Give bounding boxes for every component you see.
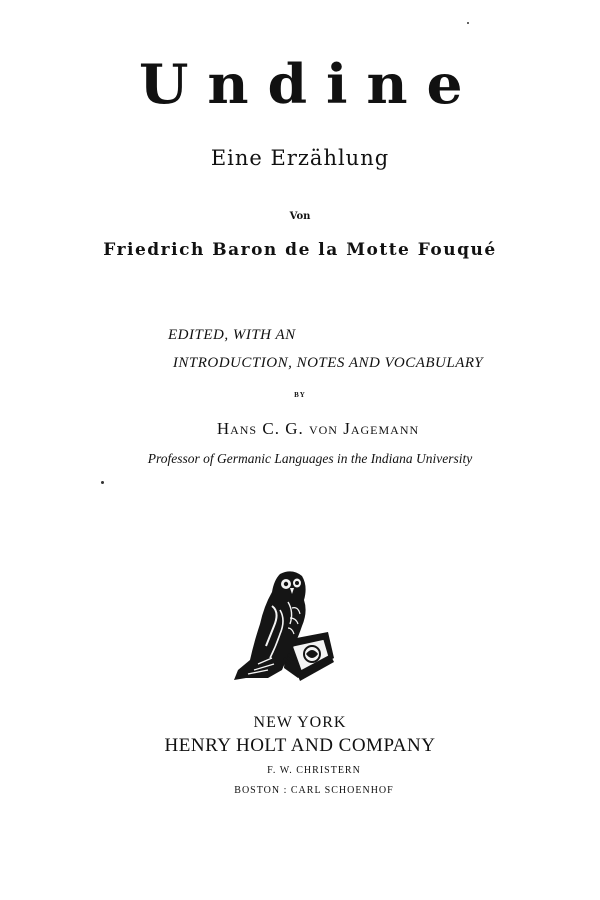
editor-name: Hans C. G. von Jagemann bbox=[216, 419, 420, 438]
by-label: BY bbox=[294, 391, 306, 399]
edited-line-1: EDITED, WITH AN bbox=[168, 327, 296, 343]
book-subtitle: Eine Erzählung bbox=[210, 146, 390, 170]
ink-speck bbox=[467, 22, 469, 24]
owl-on-book-icon bbox=[228, 566, 336, 684]
editor-affiliation: Professor of Germanic Languages in the Indiana University bbox=[147, 451, 473, 466]
author-name: Friedrich Baron de la Motte Fouqué bbox=[103, 240, 497, 260]
imprint-agent: F. W. CHRISTERN bbox=[267, 765, 361, 776]
imprint-city: NEW YORK bbox=[253, 714, 347, 731]
by-line-von: Von bbox=[289, 211, 311, 222]
imprint-boston: BOSTON : CARL SCHOENHOF bbox=[234, 785, 394, 796]
book-title: Undine bbox=[138, 52, 482, 116]
edited-line-2: INTRODUCTION, NOTES AND VOCABULARY bbox=[172, 355, 484, 371]
imprint-publisher: HENRY HOLT AND COMPANY bbox=[164, 735, 436, 756]
ink-speck bbox=[101, 481, 104, 484]
